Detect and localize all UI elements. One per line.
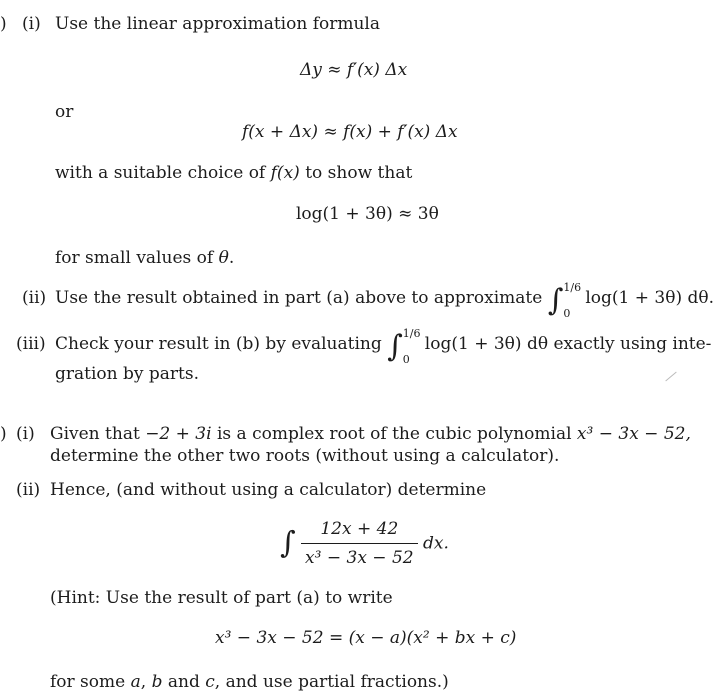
part-b-ii-label: (ii) — [16, 480, 41, 500]
integral-limits — [563, 281, 585, 320]
part-b-i-text-2: is a complex root of the cubic polynomial — [216, 424, 572, 444]
part-a-iii-text-2: exactly using inte- — [553, 334, 712, 354]
var-a: a — [130, 672, 141, 692]
var-b: b — [151, 672, 163, 692]
part-b-i-text-3: determine the other two roots (without using a calculator). — [50, 446, 560, 466]
integral-upper-limit: 1/6 — [563, 281, 582, 294]
part-a-lead: ) — [0, 14, 7, 34]
part-a-ii-line — [55, 281, 714, 320]
part-a-i-label: (i) — [22, 14, 41, 34]
small-values-theta: θ — [218, 248, 229, 268]
some-line — [50, 672, 449, 692]
fraction-numerator: 12x + 42 — [301, 518, 418, 544]
fraction-dx: dx. — [423, 533, 449, 554]
part-b-i-line — [50, 424, 691, 444]
hint-formula: x³ − 3x − 52 = (x − a)(x² + bx + c) — [215, 628, 517, 648]
part-a-ii-integrand: log(1 + 3θ) dθ. — [585, 288, 714, 308]
part-b-ii-text: Hence, (and without using a calculator) determine — [50, 480, 487, 500]
integral-lower-limit: 0 — [402, 353, 410, 366]
small-values-text-2: . — [228, 248, 235, 268]
some-text-4: , and use partial fractions.) — [214, 672, 449, 692]
part-b-i-text-1: Given that — [50, 424, 140, 444]
fraction-denominator: x³ − 3x − 52 — [305, 548, 414, 568]
some-text-3: and — [167, 672, 200, 692]
part-a-iii-text-3: gration by parts. — [55, 364, 199, 384]
some-text-1: for some — [50, 672, 126, 692]
integral-limits — [402, 327, 425, 366]
part-a-ii-text: Use the result obtained in part (a) above to approximate — [55, 288, 543, 308]
cubic-polynomial: x³ − 3x − 52, — [576, 424, 691, 444]
linear-approx-formula-alt: f(x + Δx) ≈ f(x) + f′(x) Δx — [242, 122, 458, 142]
some-text-2: , — [140, 672, 147, 692]
suitable-choice-text-1: with a suitable choice of — [55, 163, 266, 183]
part-a-iii-integrand: log(1 + 3θ) dθ — [424, 334, 549, 354]
integral-sign: ∫ — [387, 329, 403, 364]
part-b-lead: ) — [0, 424, 7, 444]
complex-root: −2 + 3i — [145, 424, 212, 444]
linear-approx-formula: Δy ≈ f′(x) Δx — [300, 60, 408, 80]
integral-sign: ∫ — [547, 283, 564, 318]
part-b-i-label: (i) — [16, 424, 35, 444]
integral-sign: ∫ — [280, 525, 296, 561]
hint-text: (Hint: Use the result of part (a) to write — [50, 588, 393, 608]
part-a-iii-line — [55, 327, 712, 366]
small-values-text-1: for small values of — [55, 248, 214, 268]
pen-mark — [665, 372, 676, 382]
suitable-choice-line — [55, 163, 412, 183]
var-c: c — [205, 672, 215, 692]
integral-upper-limit: 1/6 — [402, 327, 421, 340]
part-a-ii-label: (ii) — [22, 288, 47, 308]
suitable-choice-fx: f(x) — [270, 163, 300, 183]
fraction — [301, 518, 418, 569]
integral-fraction — [280, 518, 449, 569]
or-text: or — [55, 102, 74, 122]
part-a-iii-label: (iii) — [16, 334, 46, 354]
suitable-choice-text-2: to show that — [305, 163, 413, 183]
part-a-iii-text-1: Check your result in (b) by evaluating — [55, 334, 382, 354]
small-values-line — [55, 248, 234, 268]
part-a-i-text: Use the linear approximation formula — [55, 14, 381, 34]
integral-lower-limit: 0 — [563, 307, 571, 320]
log-approx-formula: log(1 + 3θ) ≈ 3θ — [296, 204, 439, 224]
